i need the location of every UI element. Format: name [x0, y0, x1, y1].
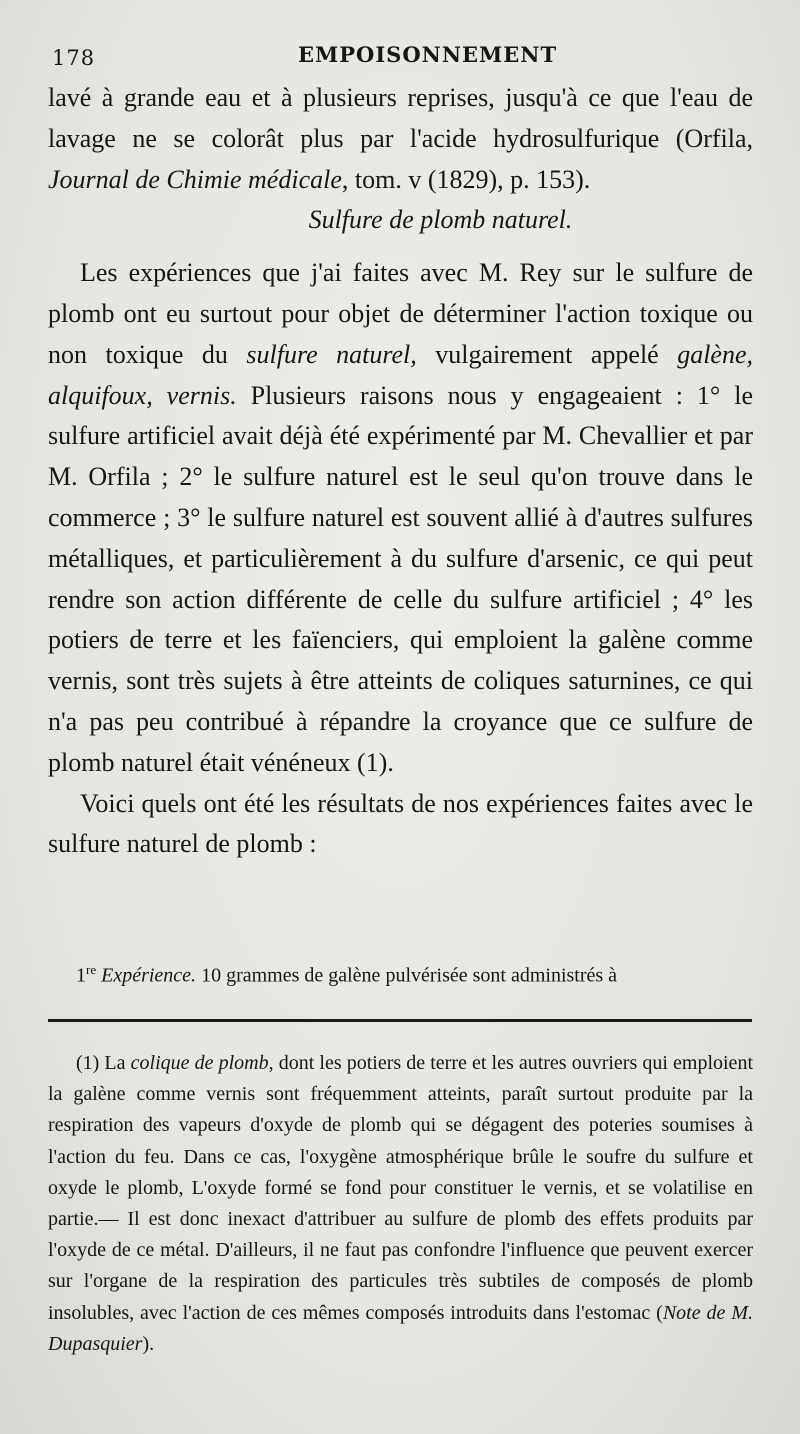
footnote-italic-2: Note de M. Dupasquier: [48, 1301, 754, 1355]
paragraph-results: Voici quels ont été les résultats de nos expériences faites avec le sulfure naturel de plomb :: [48, 788, 753, 859]
experience-number-sup: re: [86, 962, 97, 977]
main-text: [48, 78, 753, 865]
para1-text-c: Plusieurs raisons nous y engageaient : 1° le sulfure artificiel avait déjà été expérimenté par M. Chevallier et par M. Orfila ; 2° le sulfure naturel est le seul qu'on trouve dans le commerce ; 3° le sulfure naturel est souvent allié à d'autres sulfures métalliques, et particulièrement à du sulfure d'arsenic, ce qui peut rendre son action différente de celle du sulfure artificiel ; 4° les potiers de terre et les faïenciers, qui emploient la galène comme vernis, sont très sujets à être atteints de coliques saturnines, ce qui n'a pas peu contribué à répandre la croyance que ce sulfure de plomb naturel était vénéneux (1).: [48, 380, 753, 777]
footnote-divider: [48, 1019, 752, 1022]
page-header: [0, 40, 800, 70]
experience-text: 10 grammes de galène pulvérisée sont administrés à: [196, 964, 618, 987]
para1-text-b: vulgairement appelé: [416, 339, 678, 369]
footnote-paragraph: [48, 1048, 753, 1360]
continuation-paragraph: [48, 78, 753, 200]
para1-text-a: Les expériences que j'ai faites avec M. Rey sur le sulfure de plomb ont eu surtout pour objet de déterminer l'action toxique ou non toxique du: [48, 258, 753, 369]
footnote-end: ).: [142, 1332, 155, 1355]
experience-label: Expérience.: [101, 964, 197, 987]
para1-italic-1: sulfure naturel,: [246, 339, 417, 369]
para1-italic-2: galène, alquifoux, vernis.: [48, 339, 753, 410]
journal-title: Journal de Chimie médicale: [48, 164, 342, 194]
footnote-marker: (1) La: [76, 1052, 131, 1074]
page-number: 178: [52, 46, 96, 70]
continuation-text: lavé à grande eau et à plusieurs reprises, jusqu'à ce que l'eau de lavage ne se colorât plus par l'acide hydrosulfurique (Orfila,: [48, 83, 753, 153]
footnote-text: , dont les potiers de terre et les autres ouvriers qui emploient la galène comme vernis sont fréquemment atteints, paraît surtout produite par la respiration des vapeurs d'oxyde de plomb qui se dégagent des poteries soumises à l'action du feu. Dans ce cas, l'oxygène atmosphérique brûle le soufre du sulfure et oxyde le plomb, L'oxyde formé se fond pour constituer le vernis, et se volatilise en partie.— Il est donc inexact d'attribuer au sulfure de plomb des effets produits par l'oxyde de ce métal. D'ailleurs, il ne faut pas confondre l'influence que peuvent exercer sur l'organe de la respiration des particules très subtiles de composés de plomb insolubles, avec l'action de ces mêmes composés introduits dans l'estomac (: [48, 1052, 753, 1324]
footnote: [48, 1048, 753, 1360]
running-head: EMPOISONNEMENT: [298, 42, 558, 67]
experience-line: [48, 956, 753, 990]
experience-number: 1: [76, 964, 86, 987]
continuation-end: , tom. v (1829), p. 153).: [341, 164, 591, 194]
section-title: Sulfure de plomb naturel.: [308, 205, 573, 235]
paragraph-experiences: [48, 253, 753, 783]
footnote-italic-1: colique de plomb: [130, 1052, 269, 1074]
